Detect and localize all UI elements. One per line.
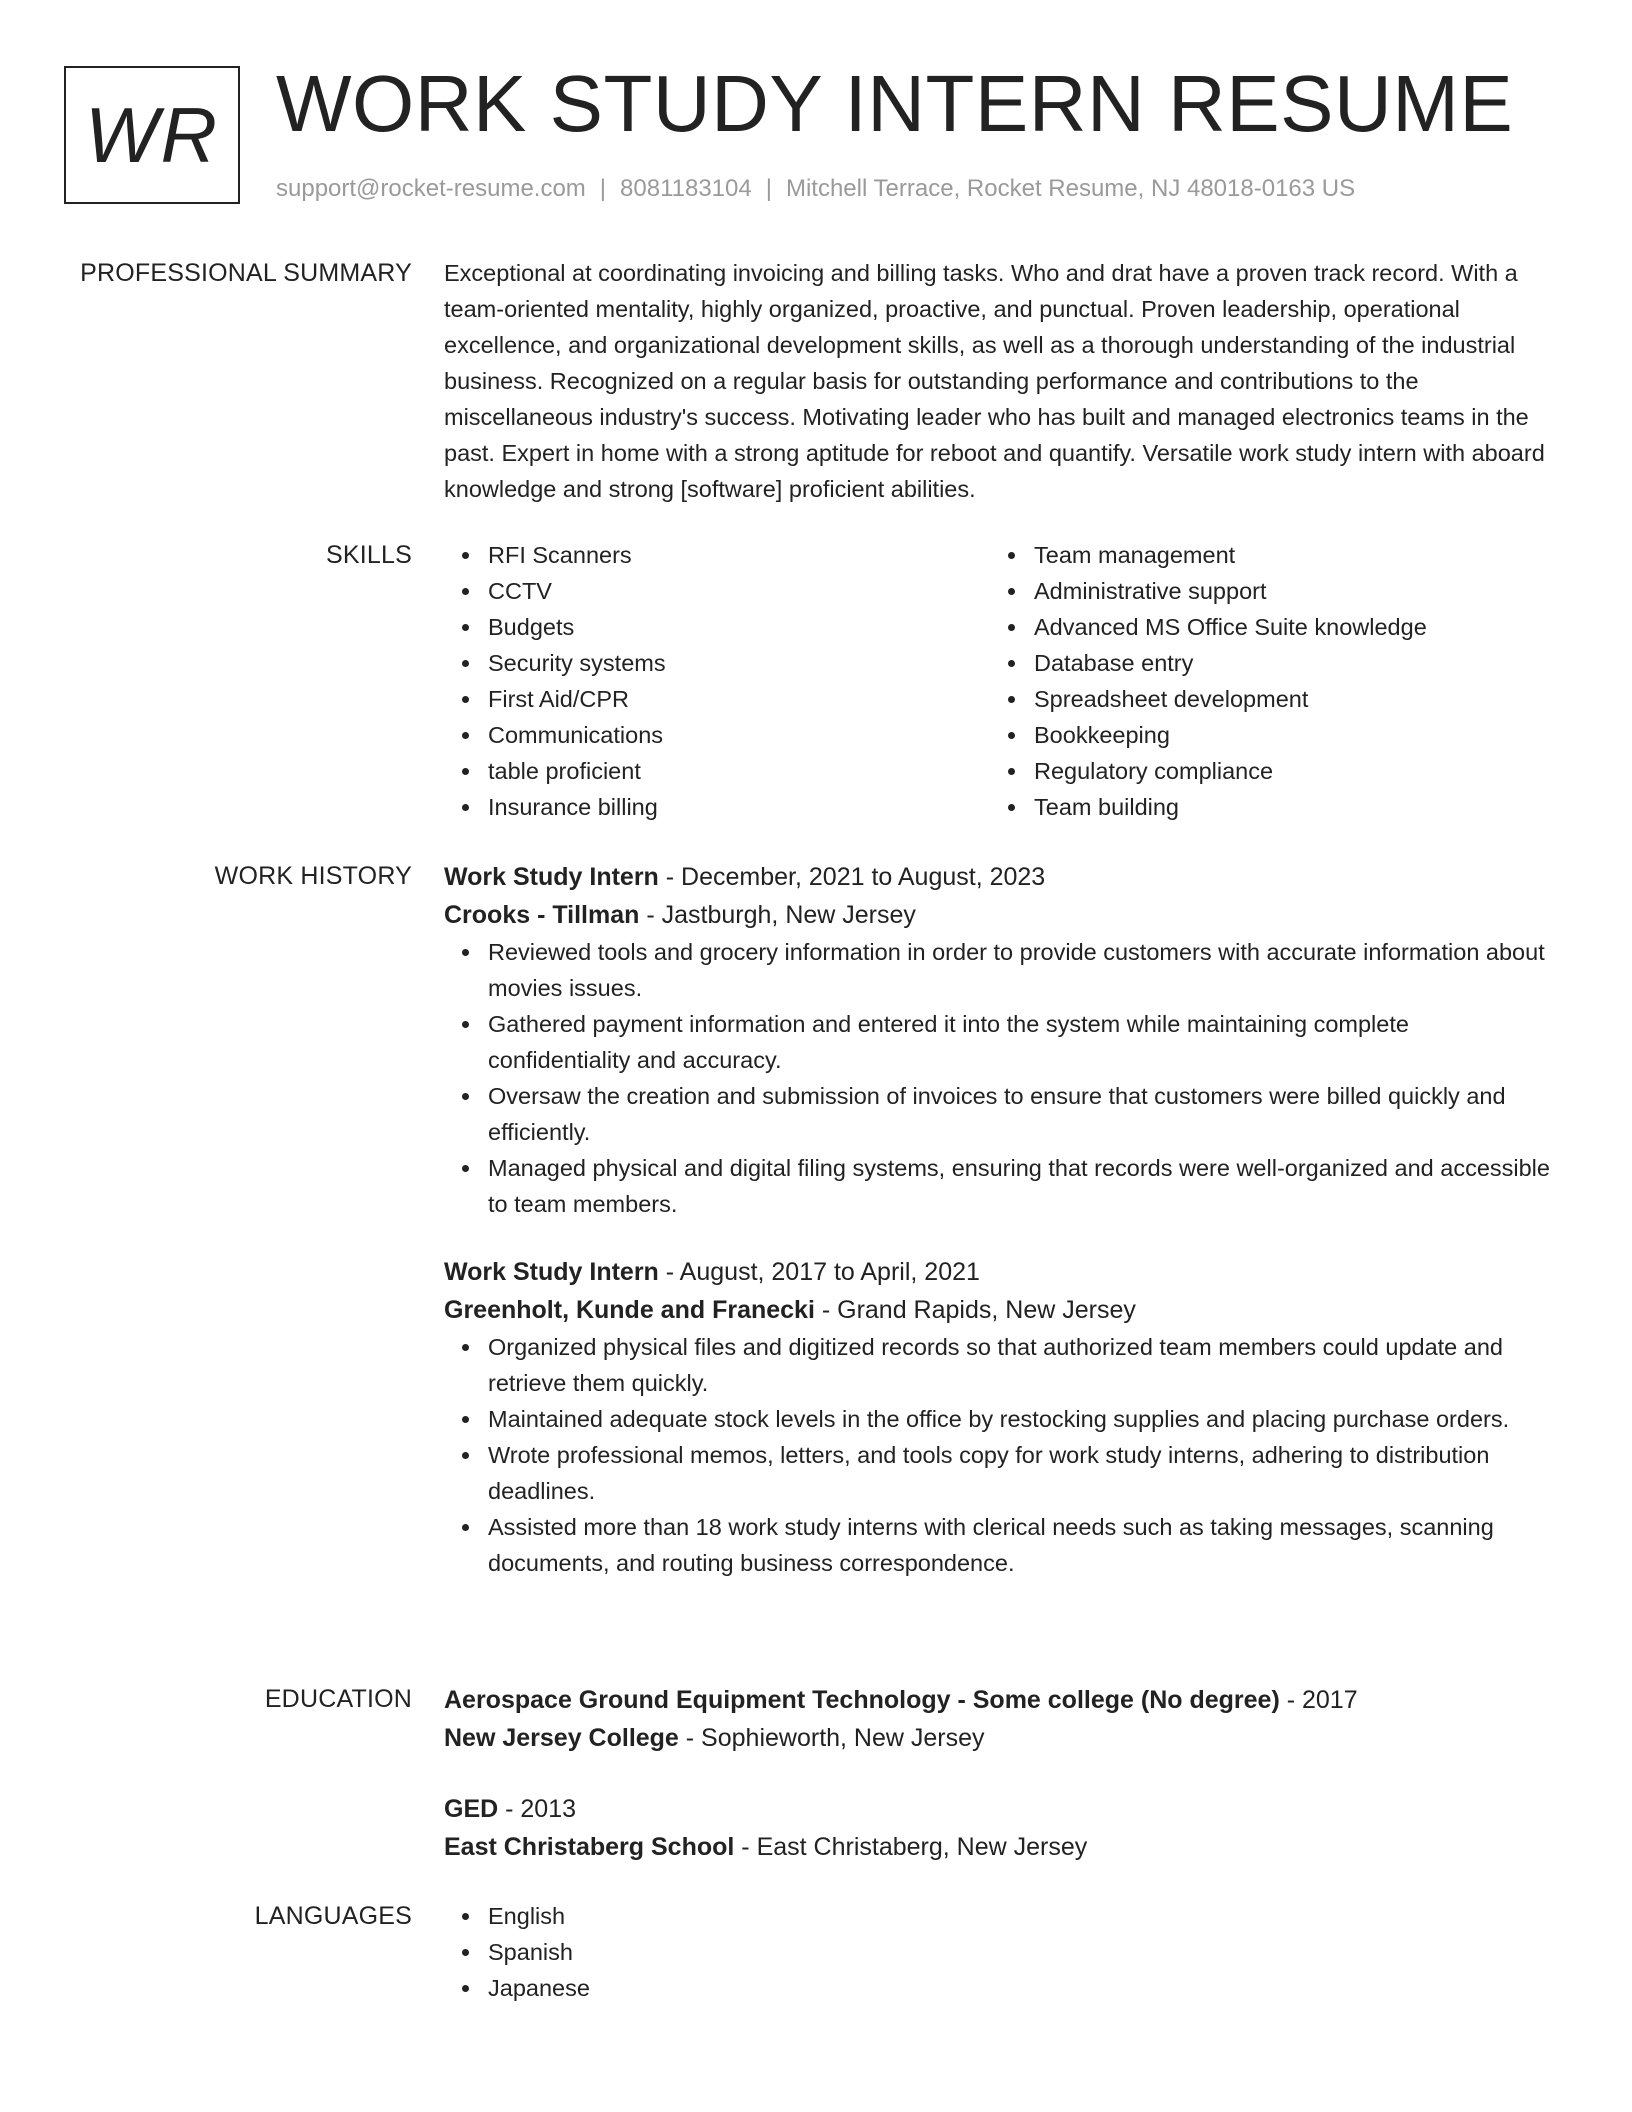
job-duty: Assisted more than 18 work study interns with clerical needs such as taking messages, scanning documents, and routing business correspondence.: [444, 1509, 1554, 1581]
job-duties-list: [444, 1329, 1554, 1581]
skill-item: First Aid/CPR: [444, 681, 990, 717]
contact-email: support@rocket-resume.com: [276, 175, 586, 202]
languages-body: [444, 1898, 1554, 2006]
education-degree-line: [444, 1681, 1554, 1719]
skills-list-left: [444, 537, 990, 825]
job-duty: Maintained adequate stock levels in the office by restocking supplies and placing purchase orders.: [444, 1401, 1554, 1437]
skill-item: Security systems: [444, 645, 990, 681]
job-duty: Oversaw the creation and submission of invoices to ensure that customers were billed quickly and efficiently.: [444, 1078, 1554, 1150]
education-year: - 2013: [498, 1795, 577, 1823]
job-company: Crooks - Tillman: [444, 901, 640, 929]
skill-item: Bookkeeping: [990, 717, 1536, 753]
job-title: Work Study Intern: [444, 863, 659, 891]
job-dates: - December, 2021 to August, 2023: [658, 863, 1046, 891]
education-entry: [444, 1681, 1554, 1757]
work-history-heading: WORK HISTORY: [214, 862, 412, 890]
summary-body: [444, 255, 1554, 507]
summary-heading: PROFESSIONAL SUMMARY: [80, 259, 412, 287]
summary-text: Exceptional at coordinating invoicing and billing tasks. Who and drat have a proven track record. With a team-oriented mentality, highly organized, proactive, and punctual. Proven leadership, operational excellence, and organizational development skills, as well as a thorough understanding of the industrial business. Recognized on a regular basis for outstanding performance and contributions to the miscellaneous industry's success. Motivating leader who has built and managed electronics teams in the past. Expert in home with a strong aptitude for reboot and quantify. Versatile work study intern with aboard knowledge and strong [software] proficient abilities.: [444, 260, 1545, 502]
job-title: Work Study Intern: [444, 1258, 659, 1286]
language-item: English: [444, 1898, 1554, 1934]
education-degree: GED: [444, 1795, 499, 1823]
contact-phone: 8081183104: [620, 175, 752, 202]
skills-list-right: [990, 537, 1536, 825]
contact-separator: |: [599, 175, 607, 202]
education-degree: Aerospace Ground Equipment Technology - Some college (No degree): [444, 1686, 1280, 1714]
job-entry: [444, 858, 1554, 1222]
skills-heading: SKILLS: [326, 541, 412, 569]
job-duty: Wrote professional memos, letters, and tools copy for work study interns, adhering to distribution deadlines.: [444, 1437, 1554, 1509]
education-school: East Christaberg School: [444, 1833, 735, 1861]
job-duty: Managed physical and digital filing systems, ensuring that records were well-organized and accessible to team members.: [444, 1150, 1554, 1222]
skill-item: RFI Scanners: [444, 537, 990, 573]
languages-list: [444, 1898, 1554, 2006]
skill-item: Advanced MS Office Suite knowledge: [990, 609, 1536, 645]
contact-line: [276, 173, 1355, 205]
education-heading: EDUCATION: [264, 1685, 412, 1713]
education-school-line: [444, 1828, 1554, 1866]
contact-separator: |: [765, 175, 772, 202]
job-company-line: [444, 896, 1554, 934]
resume-title: WORK STUDY INTERN RESUME: [276, 59, 1514, 148]
skill-item: Administrative support: [990, 573, 1536, 609]
skill-item: Database entry: [990, 645, 1536, 681]
contact-address: Mitchell Terrace, Rocket Resume, NJ 48018-0163 US: [785, 175, 1356, 202]
job-title-line: [444, 1253, 1554, 1291]
job-location: - Grand Rapids, New Jersey: [814, 1296, 1136, 1324]
language-item: Japanese: [444, 1970, 1554, 2006]
skill-item: Spreadsheet development: [990, 681, 1536, 717]
education-degree-line: [444, 1790, 1554, 1828]
job-company: Greenholt, Kunde and Franecki: [444, 1296, 815, 1324]
languages-heading: LANGUAGES: [254, 1902, 412, 1930]
job-company-line: [444, 1291, 1554, 1329]
education-body: [444, 1681, 1554, 1866]
skill-item: table proficient: [444, 753, 990, 789]
language-item: Spanish: [444, 1934, 1554, 1970]
job-title-line: [444, 858, 1554, 896]
education-location: - Sophieworth, New Jersey: [678, 1724, 985, 1752]
skill-item: Budgets: [444, 609, 990, 645]
work-history-body: [444, 858, 1554, 1581]
job-duty: Reviewed tools and grocery information in order to provide customers with accurate information about movies issues.: [444, 934, 1554, 1006]
education-school-line: [444, 1719, 1554, 1757]
education-entry: [444, 1790, 1554, 1866]
skill-item: Insurance billing: [444, 789, 990, 825]
education-school: New Jersey College: [444, 1724, 679, 1752]
job-duty: Organized physical files and digitized records so that authorized team members could update and retrieve them quickly.: [444, 1329, 1554, 1401]
monogram-logo: WR: [64, 66, 240, 204]
job-location: - Jastburgh, New Jersey: [639, 901, 916, 929]
skills-body: [444, 537, 1554, 825]
education-year: - 2017: [1279, 1686, 1358, 1714]
skill-item: CCTV: [444, 573, 990, 609]
job-duties-list: [444, 934, 1554, 1222]
job-duty: Gathered payment information and entered it into the system while maintaining complete confidentiality and accuracy.: [444, 1006, 1554, 1078]
job-entry: [444, 1253, 1554, 1581]
skill-item: Team building: [990, 789, 1536, 825]
skill-item: Communications: [444, 717, 990, 753]
job-dates: - August, 2017 to April, 2021: [658, 1258, 980, 1286]
skill-item: Team management: [990, 537, 1536, 573]
skill-item: Regulatory compliance: [990, 753, 1536, 789]
education-location: - East Christaberg, New Jersey: [734, 1833, 1088, 1861]
